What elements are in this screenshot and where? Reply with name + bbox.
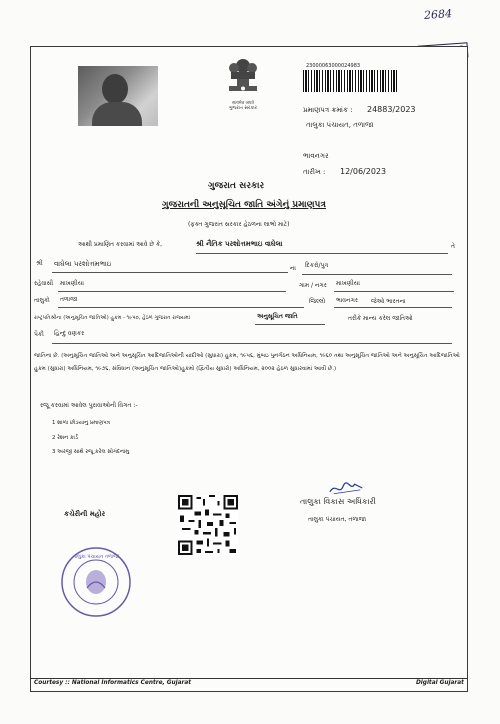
- document-item-3: 3 અરજી સાથે રજૂ કરેલ સોગંદનામુ: [52, 449, 130, 455]
- handwritten-number: 2684: [423, 7, 453, 22]
- village-label: ગામ / નગર: [299, 282, 327, 289]
- state-text: જેઓ ભારતના: [371, 298, 406, 305]
- na-label: ના: [290, 265, 296, 272]
- village-value: માખણીયા: [336, 280, 360, 287]
- barcode: [303, 70, 397, 92]
- district-label: જિલ્લો: [309, 298, 326, 305]
- barcode-number: 23000063000024983: [306, 63, 361, 69]
- office-seal: [60, 546, 132, 618]
- shri-label: શ્રી: [36, 260, 43, 267]
- issuing-office: તાલુકા પંચાયત, તળાજા: [306, 121, 374, 129]
- father-name: વાઘેલા પરશોત્તમભાઇ: [54, 260, 112, 268]
- order-text: રાષ્ટ્રપતિશ્રીના (અનુસૂચિત જાતિઓ) હુકમ - ૧૯૫૦, હેઠળ ગુજરાત રાજ્યમાં: [34, 315, 191, 321]
- document-item-2: 2 રેશન કાર્ડ: [52, 435, 78, 441]
- issue-date: 12/06/2023: [340, 167, 387, 176]
- document-item-1: 1 શાળા છોડયાનુ પ્રમાણપત્ર: [52, 420, 110, 426]
- legal-paragraph: જાતિના છે. (અનુસૂચિત જાતિઓ અને અનુસૂચિત આદિજાતિઓની યાદીઓ (સુધારા) હુકમ, ૧૯૫૬, મુંબઇ પુનર્ગઠન અધિનિયમ, ૧૯૬૦ તથા અનુસૂચિત જાતિઓ અને અનુસૂચિત આદિજાતિઓ હુકમ (સુધારા) અધિનિયમ, ૧૯૭૬, સંવિધાન (અનુસૂચિત જાતિઓ)હુકમો (દ્વિતીય સુધારો) અધિનિયમ, ૨૦૦૨ હેઠળ સુધારવામાં આવી છે.): [34, 353, 460, 372]
- applicant-name: શ્રી નૈતિક પરશોત્તમભાઇ વાઘેલા: [196, 240, 283, 248]
- caste-value: હિન્દુ વણકર: [54, 330, 85, 337]
- caste-category: અનુસૂચિત જાતિ: [257, 313, 298, 320]
- office-seal-label: કચેરીની મહોર: [64, 510, 106, 518]
- seal-text: તાલુકા પંચાયત તળાજા: [72, 554, 120, 560]
- certify-prefix: આથી પ્રમાણિત કરવામાં આવે છે કે,: [78, 241, 163, 248]
- footer-courtesy: Courtesy :: National Informatics Centre, Gujarat: [34, 680, 192, 686]
- qr-code: [178, 494, 238, 556]
- national-emblem-icon: [222, 52, 264, 104]
- applicant-photo: [78, 66, 158, 126]
- documents-heading: રજૂ કરવામાં આવેલ પુરાવાઓની વિગત :-: [40, 402, 138, 409]
- taluka-value: તળાજા: [60, 296, 78, 303]
- resident-value: માખણીયા: [60, 280, 84, 287]
- certificate-number: 24883/2023: [367, 105, 416, 114]
- government-title: ગુજરાત સરકાર: [208, 181, 265, 191]
- certify-suffix: તે: [451, 243, 455, 250]
- relation: દિકરો/પુત્ર: [305, 262, 329, 269]
- footer-digital-gujarat: Digital Gujarat: [416, 680, 464, 686]
- resident-label: રહેવાસી: [34, 280, 54, 287]
- officer-signature: [328, 478, 366, 498]
- date-label: તારીખ :: [303, 168, 326, 176]
- document-subtitle: (ફક્ત ગુજરાત સરકાર હેઠળના લાભો માટે): [188, 221, 290, 228]
- caste-label: પૈકી: [34, 331, 44, 338]
- district-value: ભાવનગર: [336, 297, 358, 304]
- recognized-text: તરીકે માન્ય કરેલ જાતિઓ: [348, 315, 413, 322]
- city-label: ભાવનગર: [303, 152, 329, 160]
- taluka-label: તાલુકો: [34, 297, 50, 304]
- officer-office: તાલુકા પંચાયત, તળાજા: [308, 516, 367, 523]
- certificate-number-label: પ્રમાણપત્ર ક્રમાંક :: [303, 106, 353, 114]
- document-title: ગુજરાતની અનુસૂચિત જાતિ અંગેનું પ્રમાણપત્ર: [162, 200, 326, 210]
- officer-title: તાલુકા વિકાસ અધિકારી: [300, 497, 376, 506]
- emblem-caption: सत्यमेव जयते ગુજરાત સરકાર: [229, 101, 257, 111]
